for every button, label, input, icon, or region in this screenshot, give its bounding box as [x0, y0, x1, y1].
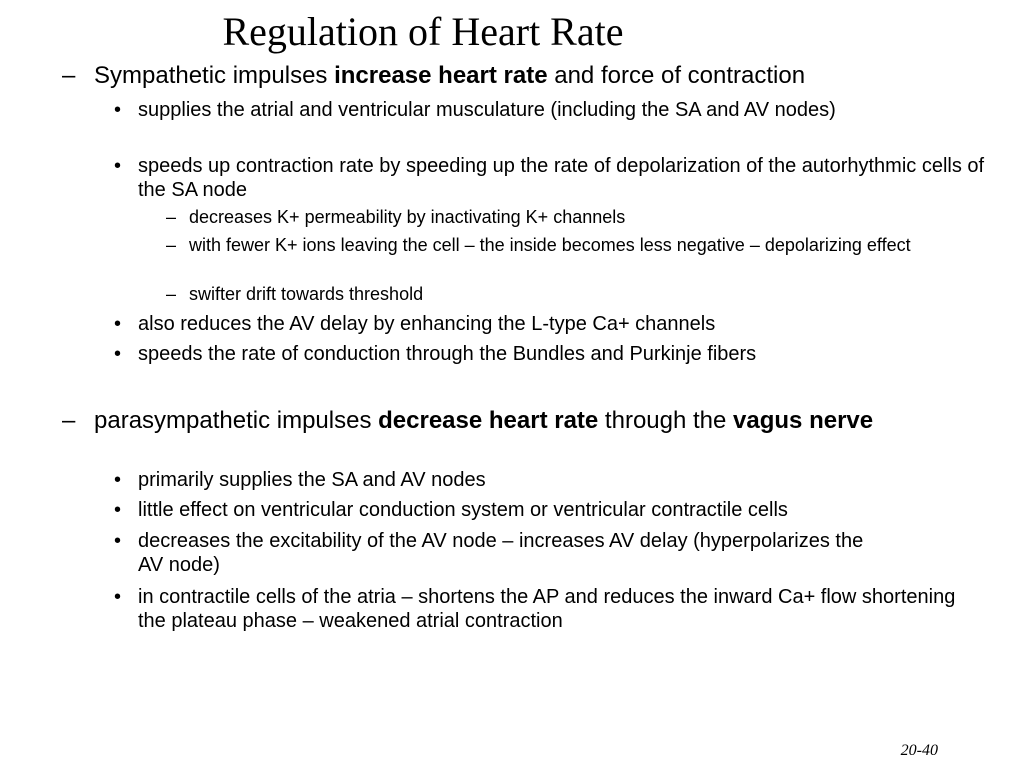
parasympathetic-text-bold-2: vagus nerve — [733, 407, 874, 434]
bullet-marker: • — [114, 586, 122, 608]
sympathetic-point-4 — [114, 342, 984, 366]
sympathetic-point-4-text: speeds the rate of conduction through the Bundles and Purkinje fibers — [138, 343, 757, 365]
sympathetic-text-bold: increase heart rate — [334, 62, 548, 89]
sympathetic-text — [94, 62, 805, 89]
bullet-marker: • — [114, 469, 122, 491]
sympathetic-subpoint-1 — [166, 205, 909, 229]
sympathetic-point-3-text: also reduces the AV delay by enhancing the L-type Ca+ channels — [138, 313, 716, 335]
dash-marker: – — [62, 407, 76, 434]
parasympathetic-point-1-text: primarily supplies the SA and AV nodes — [138, 469, 486, 491]
slide-title: Regulation of Heart Rate — [222, 9, 624, 54]
bullet-marker: • — [114, 499, 122, 521]
parasympathetic-point-1 — [114, 468, 984, 492]
parasympathetic-text-mid: through the — [598, 407, 734, 434]
parasympathetic-text-pre: parasympathetic impulses — [94, 407, 379, 434]
sympathetic-subpoint-1-text: decreases K+ permeability by inactivating K+ channels — [189, 207, 626, 227]
parasympathetic-item — [62, 407, 944, 434]
parasympathetic-point-4-text: in contractile cells of the atria – shortens the AP and reduces the inward Ca+ flow shortening the plateau phase – weakened atrial contraction — [138, 586, 956, 632]
sympathetic-subpoint-3 — [166, 282, 909, 306]
dash-marker: – — [166, 235, 177, 255]
sympathetic-point-2-text: speeds up contraction rate by speeding up the rate of depolarization of the autorhythmic cells of the SA node — [138, 155, 985, 201]
parasympathetic-point-3 — [114, 529, 868, 577]
bullet-marker: • — [114, 99, 122, 121]
slide-number: 20-40 — [900, 742, 938, 759]
sympathetic-subpoint-2 — [166, 233, 929, 257]
sympathetic-point-1-text: supplies the atrial and ventricular musculature (including the SA and AV nodes) — [138, 99, 836, 121]
parasympathetic-point-2 — [114, 498, 998, 522]
parasympathetic-point-4 — [114, 585, 964, 633]
dash-marker: – — [62, 62, 76, 89]
parasympathetic-text-bold-1: decrease heart rate — [378, 407, 599, 434]
bullet-marker: • — [114, 343, 122, 365]
sympathetic-item — [62, 62, 974, 89]
sympathetic-subpoint-3-text: swifter drift towards threshold — [189, 284, 424, 304]
sympathetic-point-3 — [114, 312, 984, 336]
sympathetic-point-1 — [114, 98, 984, 122]
bullet-marker: • — [114, 313, 122, 335]
sympathetic-point-2 — [114, 154, 998, 202]
bullet-marker: • — [114, 530, 122, 552]
parasympathetic-point-3-text: decreases the excitability of the AV node – increases AV delay (hyperpolarizes the AV node) — [138, 530, 864, 576]
sympathetic-text-pre: Sympathetic impulses — [94, 62, 335, 89]
dash-marker: – — [166, 284, 177, 304]
sympathetic-subpoint-2-text: with fewer K+ ions leaving the cell – the inside becomes less negative – depolarizing effect — [189, 235, 911, 255]
dash-marker: – — [166, 207, 177, 227]
parasympathetic-text — [94, 407, 873, 434]
parasympathetic-point-2-text: little effect on ventricular conduction system or ventricular contractile cells — [138, 499, 788, 521]
bullet-marker: • — [114, 155, 122, 177]
sympathetic-text-post: and force of contraction — [547, 62, 806, 89]
